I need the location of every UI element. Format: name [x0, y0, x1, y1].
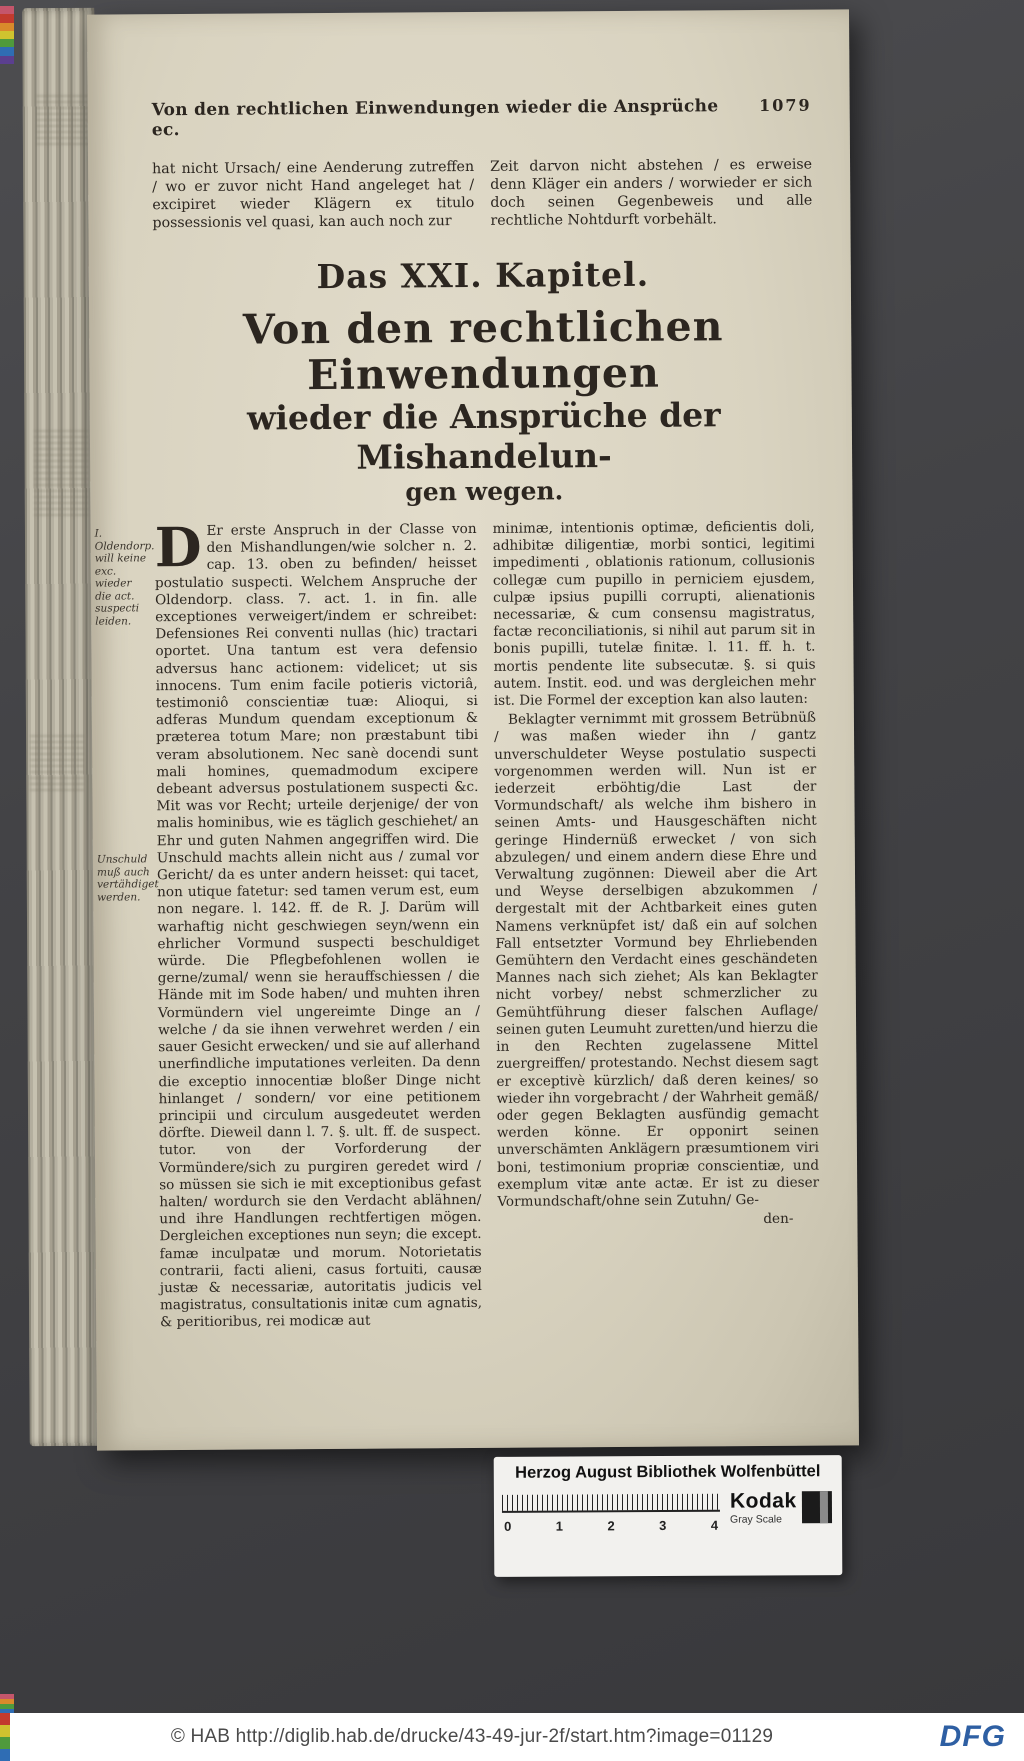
bleedthrough-marks: [34, 430, 88, 520]
color-calibration-strip-bar: [0, 1713, 10, 1761]
tick-3: 3: [659, 1518, 667, 1534]
tick-4: 4: [710, 1517, 719, 1533]
page-number: 1079: [759, 95, 812, 115]
bottom-attribution-bar: [0, 1713, 1024, 1761]
bleedthrough-marks: [36, 95, 90, 145]
dropcap-initial: D: [154, 514, 202, 580]
library-label: Herzog August Bibliothek Wolfenbüttel: [515, 1462, 821, 1482]
continuation-left-column: hat nicht Ursach/ eine Aenderung zutreffen / wo er zuvor nicht Hand angeleget hat / excipiret wieder Klägern ex titulo possessionis vel quasi, kan auch noch zur: [152, 158, 475, 232]
tick-2: 2: [607, 1518, 615, 1534]
color-calibration-strip-top: [0, 6, 14, 64]
chapter-heading: Das XXI. Kapitel.: [316, 254, 650, 297]
tick-1: 1: [555, 1518, 564, 1534]
scanned-book-page: [87, 9, 859, 1450]
right-column-paragraph-1: minimæ, intentionis optimæ, deficientis doli, adhibitæ diligentiæ, morbi sontici, legitimi impedimenti , oblationis rationum, collusionis collegæ cum pupillo in perniciem ejusdem, culpæ ipsius pupilli corrupti, alienationis necessariæ, & cum consensu magistratus, factæ reconciliationis, si nihil aut parum sit in bonis pupilli, tutelæ finitæ. l. 11. ff. h. t. mortis pendente lite subsecutæ. §. si quis autem. Instit. eod. und was dergleichen mehr ist. Die Formel der exception kan also lauten:: [492, 518, 816, 709]
chapter-title-line3: gen wegen.: [405, 476, 564, 507]
right-column-paragraph-2: Beklagter vernimmt mit grossem Betrübnüß / was maßen wieder ihn / gantz unverschuldeter Weyse postulatio suspecti vorgenommen werden will. Nun ist er iederzeit erböhtig/die Last der Vormundschaft/ als welche ihm bishero in seinen Amts- und Hausgeschäften nicht geringe Hindernüß erwecket / von sich abzulegen/ und einem andern diese Ehre und Verwaltung zugönnen: Dieweil aber die Art und Weyse derselbigen abzukommen / dergestalt mit der Achtbarkeit eines guten Namens verknüpfet ist/ daß ein auf solchen Fall entsetzter Vormund bey Ehrliebenden Gemühtern den Verdacht eines geschändeten Mannes nach sich ziehet; Als kan Beklagter nicht vorbey/ nebst schmerzlicher zu Gemühtführung dieser falschen Auflage/ seinen guten Leumuht zuretten/und hierzu die in den Rechten zugelassene Mittel zuergreiffen/ protestando. Nechst diesem sagt er exceptivè kürzlich/ daß deren keines/ so wieder ihn vorgebracht / der Wahrheit gemäß/ oder gegen Beklagten ausfündig gemacht werden könne. Er opponirt seinen unverschämten Anklägern præsumtionem viri boni, testimonium propriæ conscientiæ, und exemplum vitæ ante actæ. Er ist zu dieser Vormundschaft/ohne sein Zutuhn/ Ge-: [493, 709, 820, 1210]
chapter-title-line1: Von den rechtlichen Einwendungen: [242, 302, 724, 400]
main-right-column: [493, 519, 821, 1330]
gray-scale-label: Gray Scale: [729, 1513, 782, 1526]
running-head-title: Von den rechtlichen Einwendungen wieder die Ansprüche ec.: [151, 96, 719, 141]
main-left-column: [154, 514, 483, 1332]
gray-scale-patch: [802, 1491, 832, 1523]
margin-note-oldendorp: I. Oldendorp. will keine exc. wieder die act. suspecti leiden.: [94, 527, 155, 628]
running-head: [152, 96, 812, 141]
gray-scale-tick-numbers: [502, 1518, 720, 1534]
copyright-url[interactable]: © HAB http://diglib.hab.de/drucke/43-49-jur-2f/start.htm?image=01129: [170, 1726, 774, 1747]
kodak-brand: Kodak: [729, 1489, 797, 1513]
continuation-right-column: Zeit darvon nicht abstehen / es erweise denn Kläger ein anders / worwieder er sich doch seinen Gegenbeweis und alle rechtliche Nohtdurft vorbehält.: [490, 156, 813, 229]
dfg-logo[interactable]: DFG: [939, 1720, 1006, 1753]
left-column-text: Er erste Anspruch in der Classe von den Mishandlungen/wie solcher n. 2. cap. 13. oben zu befinden/ heisset postulatio suspecti. Welchem Anspruche der Oldendorp. class. 7. act. 1. in fin. alle exceptiones verweigert/indem er schreibet: Defensiones Rei conventi nullas (hic) tractari oportet. Una tantum est vera defensio adversus hanc actionem: videlicet; ut sis innocens. Tum enim facile potieris victoriâ, testimoniô conscientiæ tuæ: Alioqui, si adferas Mundum quendam exceptionum & præterea totum Mare; non præstabunt tibi veram absolutionem. Nec sanè docendi sunt mali homines, quemadmodum excipere debeant adversus postulationem suspecti &c. Mit was vor Recht; urteile derjenige/ der von malis hominibus, wie es täglich geschiehet/ an Ehr und guten Nahmen angegriffen wird. Die Unschuld machts allein nicht aus / zumal vor Gericht/ da es unter andern heisset: qui tacet, non utique fatetur: sed tamen verum est, eum non negare. l. 142. ff. de R. J. Darüm will warhaftig nicht geschwiegen seyn/wenn ein ehrlicher Vormund suspecti beschuldiget würde. Die Pflegbefohlenen wollen ie gerne/zumal/ wenn sie herauffschiessen / die Hände mit im Sode haben/ und muhten ihren Vormündern viel ungereimte Dinge an / welche / da sie ihnen verwehret werden / ein sauer Gesicht erwecken/ und sie auf allerhand unerfindliche imputationes verleiten. Da denn die exceptio innocentiæ bloßer Dinge nicht hinlanget / sondern/ vor eine petitionem principii und circulum ausgedeutet werden dörfte. Dieweil dann l. 7. §. ult. ff. de suspect. tutor. von der Vorforderung der Vormündere/sich zu purgiren geredet wird / so müssen sie sich ie mit exceptionibus gefast halten/ wordurch sie den Verdacht ablähnen/ und ihre Handlungen rechtfertigen mögen. Dergleichen exceptiones nun seyn; die except. famæ inculpatæ und morum. Notorietatis contrarii, facti alieni, casus fortuiti, causæ justæ & necessariæ, autoritatis judicis vel magistratus, consultationis initæ cum agnatis, & peritioribus, rei modicæ aut: [154, 520, 483, 1331]
chapter-title-line2: wieder die Ansprüche der Mishandelun-: [246, 395, 721, 477]
gray-scale-ruler: [502, 1494, 720, 1513]
color-calibration-strip-bottom: [0, 1694, 14, 1714]
catchword: den-: [763, 1210, 794, 1228]
main-text-columns: [94, 514, 821, 1332]
margin-note-unschuld: Unschuld muß auch vertähdiget werden.: [96, 853, 159, 904]
kodak-gray-scale-card: [494, 1455, 843, 1577]
continuation-columns: [152, 156, 812, 233]
tick-0: 0: [504, 1518, 512, 1534]
bleedthrough-marks: [30, 735, 84, 795]
